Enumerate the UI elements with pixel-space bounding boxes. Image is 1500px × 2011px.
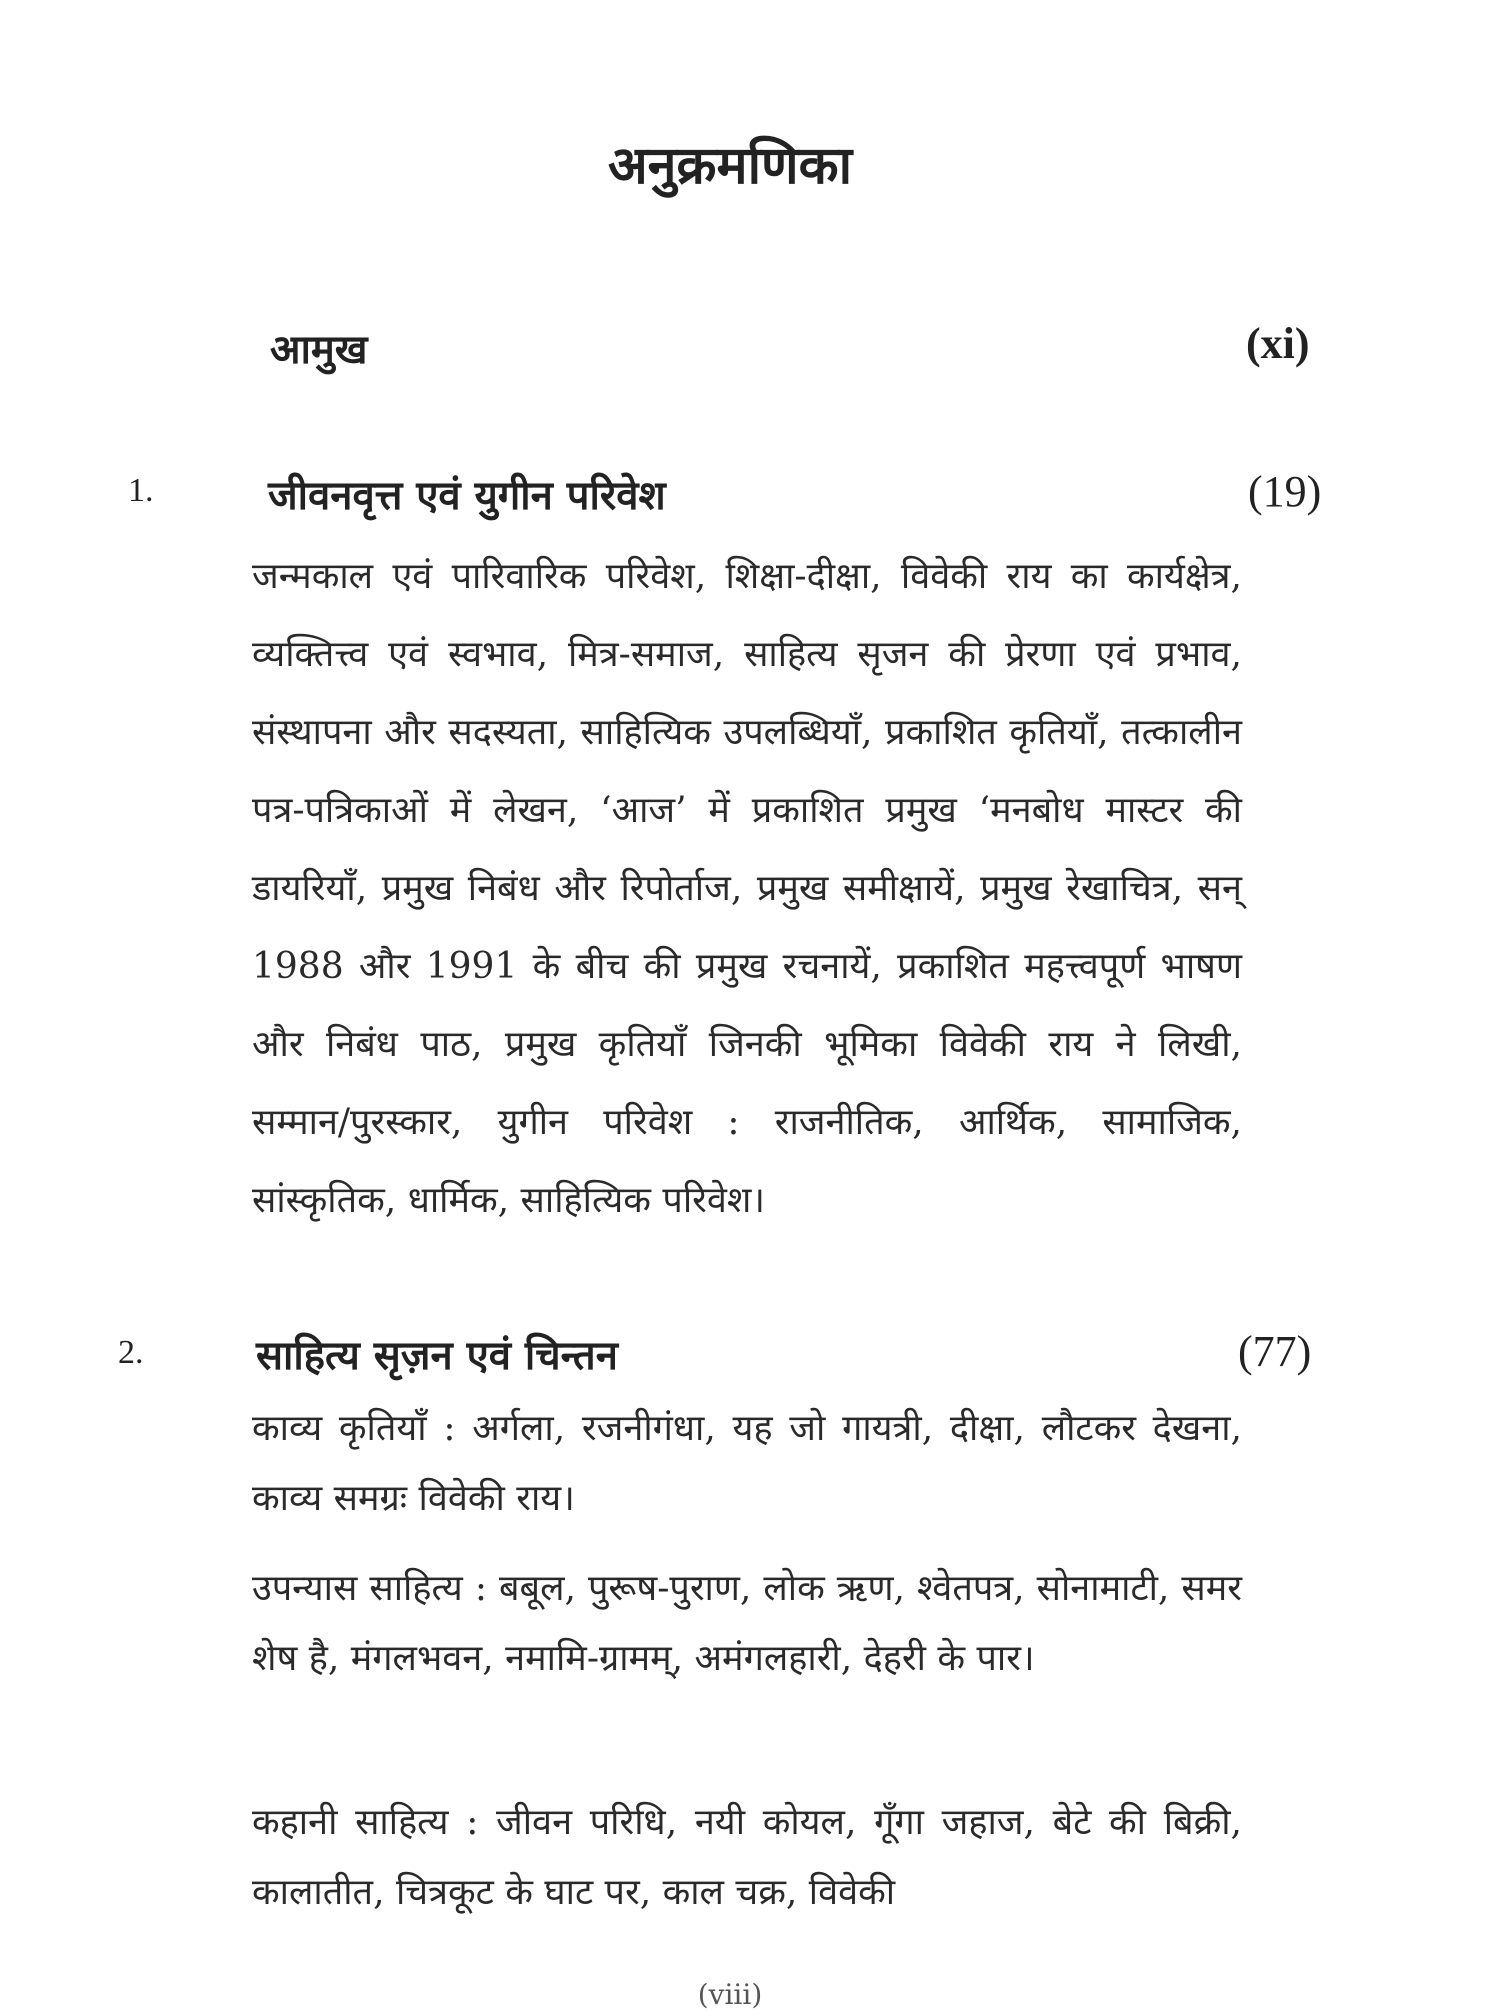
entry-heading-preface: आमुख	[270, 326, 368, 373]
entry-page-1: (19)	[1248, 467, 1322, 516]
entry-paragraph-novels: उपन्यास साहित्य : बबूल, पुरूष-पुराण, लोक ऋण, श्वेतपत्र, सोनामाटी, समर शेष है, मंगलभवन, नमामि-ग्रामम्, अमंगलहारी, देहरी के पार।	[252, 1568, 1242, 1679]
entry-number-1: 1.	[128, 472, 154, 509]
entry-heading-1: जीवनवृत्त एवं युगीन परिवेश	[268, 472, 666, 519]
entry-paragraph-poetry: काव्य कृतियाँ : अर्गला, रजनीगंधा, यह जो गायत्री, दीक्षा, लौटकर देखना, काव्य समग्रः विवेकी राय।	[252, 1408, 1242, 1519]
entry-number-2: 2.	[118, 1334, 144, 1371]
entry-paragraph-stories: कहानी साहित्य : जीवन परिधि, नयी कोयल, गूँगा जहाज, बेटे की बिक्री, कालातीत, चित्रकूट के घाट पर, काल चक्र, विवेकी	[252, 1802, 1242, 1913]
entry-heading-2: साहित्य सृज़न एवं चिन्तन	[256, 1332, 618, 1379]
page-folio: (viii)	[697, 1978, 763, 2011]
entry-description-1: जन्मकाल एवं पारिवारिक परिवेश, शिक्षा-दीक्षा, विवेकी राय का कार्यक्षेत्र, व्यक्तित्त्व एवं स्वभाव, मित्र-समाज, साहित्य सृजन की प्रेरणा एवं प्रभाव, संस्थापना और सदस्यता, साहित्यिक उपलब्धियाँ, प्रकाशित कृतियाँ, तत्कालीन पत्र-पत्रिकाओं में लेखन, ‘आज’ में प्रकाशित प्रमुख ‘मनबोध मास्टर की डायरियाँ, प्रमुख निबंध और रिपोर्ताज, प्रमुख समीक्षायें, प्रमुख रेखाचित्र, सन् 1988 और 1991 के बीच की प्रमुख रचनायें, प्रकाशित महत्त्वपूर्ण भाषण और निबंध पाठ, प्रमुख कृतियाँ जिनकी भूमिका विवेकी राय ने लिखी, सम्मान/पुरस्कार, युगीन परिवेश : राजनीतिक, आर्थिक, सामाजिक, सांस्कृतिक, धार्मिक, साहित्यिक परिवेश।	[252, 556, 1242, 1221]
entry-page-preface: (xi)	[1246, 319, 1310, 368]
entry-page-2: (77)	[1238, 1327, 1312, 1376]
page-title: अनुक्रमणिका	[607, 135, 853, 196]
